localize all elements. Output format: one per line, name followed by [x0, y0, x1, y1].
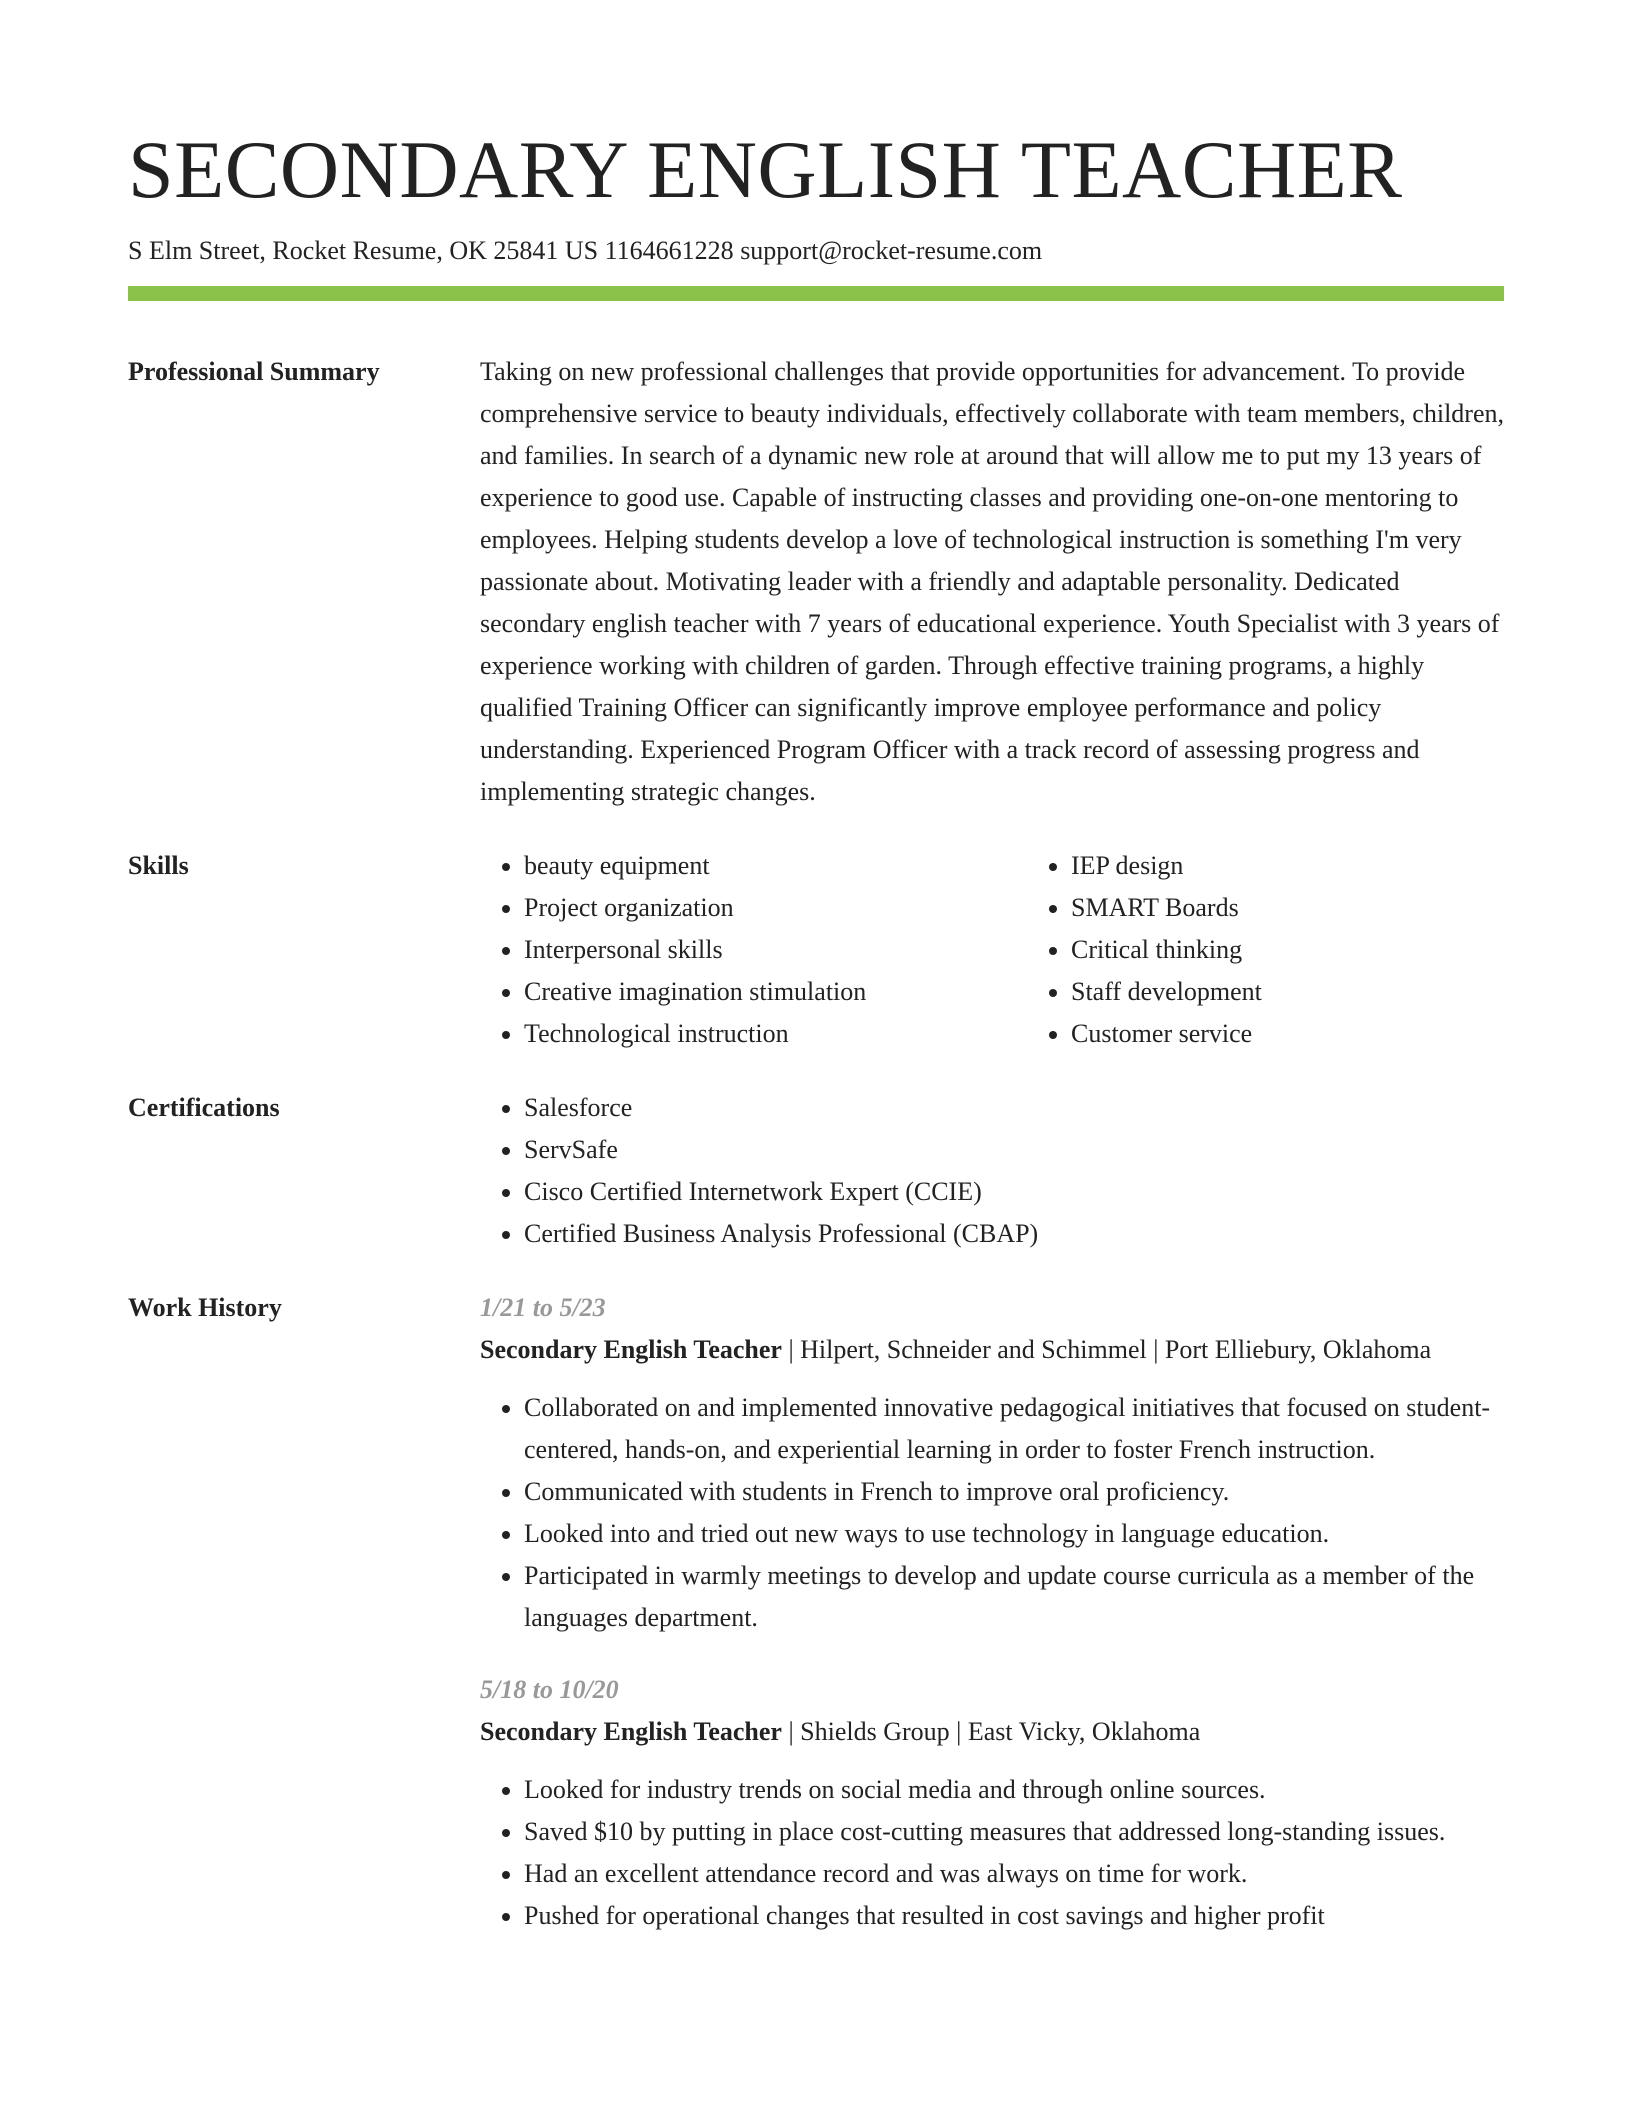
- skill-item: • Critical thinking: [1071, 929, 1574, 971]
- section-label-work-history: Work History: [128, 1293, 282, 1322]
- skills-columns: [480, 845, 1574, 1055]
- summary-section: [128, 351, 1504, 813]
- skill-item: • Creative imagination stimulation: [524, 971, 1027, 1013]
- header-divider: [128, 286, 1504, 301]
- certification-item: • Cisco Certified Internetwork Expert (CCIE): [524, 1171, 1504, 1213]
- resume-title: SECONDARY ENGLISH TEACHER: [128, 124, 1403, 215]
- skill-item: • IEP design: [1071, 845, 1574, 887]
- skill-item: • Interpersonal skills: [524, 929, 1027, 971]
- certifications-list: [480, 1087, 1504, 1255]
- job-bullet: • Looked for industry trends on social media and through online sources.: [524, 1769, 1504, 1811]
- skills-column-2: [1027, 845, 1574, 1055]
- certifications-section: [128, 1087, 1504, 1255]
- job-bullet: • Collaborated on and implemented innovative pedagogical initiatives that focused on student-centered, hands-on, and experiential learning in order to foster French instruction.: [524, 1387, 1504, 1471]
- job-bullet: • Had an excellent attendance record and was always on time for work.: [524, 1853, 1504, 1895]
- work-history-section: [128, 1287, 1504, 1937]
- contact-line: [128, 234, 1504, 268]
- skill-item: • Customer service: [1071, 1013, 1574, 1055]
- section-label-skills: Skills: [128, 851, 189, 880]
- resume-page: [128, 120, 1504, 1937]
- section-label-certifications: Certifications: [128, 1093, 280, 1122]
- address: S Elm Street, Rocket Resume, OK 25841 US: [128, 236, 599, 265]
- skill-item: • Project organization: [524, 887, 1027, 929]
- job-entry: [480, 1669, 1504, 1937]
- section-label-summary: Professional Summary: [128, 357, 380, 386]
- job-details: | Hilpert, Schneider and Schimmel | Port Elliebury, Oklahoma: [781, 1335, 1432, 1364]
- job-bullet: • Communicated with students in French to improve oral proficiency.: [524, 1471, 1504, 1513]
- job-bullet: • Pushed for operational changes that resulted in cost savings and higher profit: [524, 1895, 1504, 1937]
- summary-text: Taking on new professional challenges that provide opportunities for advancement. To provide comprehensive service to beauty individuals, effectively collaborate with team members, children, and families. In search of a dynamic new role at around that will allow me to put my 13 years of experience to good use. Capable of instructing classes and providing one-on-one mentoring to employees. Helping students develop a love of technological instruction is something I'm very passionate about. Motivating leader with a friendly and adaptable personality. Dedicated secondary english teacher with 7 years of educational experience. Youth Specialist with 3 years of experience working with children of garden. Through effective training programs, a highly qualified Training Officer can significantly improve employee performance and policy understanding. Experienced Program Officer with a track record of assessing progress and implementing strategic changes.: [480, 357, 1504, 806]
- certification-item: • Salesforce: [524, 1087, 1504, 1129]
- certifications-body: [480, 1087, 1504, 1255]
- skill-item: • Technological instruction: [524, 1013, 1027, 1055]
- skill-item: • beauty equipment: [524, 845, 1027, 887]
- job-header: [480, 1711, 1504, 1753]
- skill-item: • Staff development: [1071, 971, 1574, 1013]
- skills-column-1: [480, 845, 1027, 1055]
- certification-item: • Certified Business Analysis Professional (CBAP): [524, 1213, 1504, 1255]
- job-details: | Shields Group | East Vicky, Oklahoma: [781, 1717, 1201, 1746]
- certification-item: • ServSafe: [524, 1129, 1504, 1171]
- skill-item: • SMART Boards: [1071, 887, 1574, 929]
- job-bullet: • Participated in warmly meetings to develop and update course curricula as a member of the languages department.: [524, 1555, 1504, 1639]
- email: support@rocket-resume.com: [740, 236, 1043, 265]
- job-title: Secondary English Teacher: [480, 1335, 782, 1364]
- job-dates: 5/18 to 10/20: [480, 1675, 619, 1704]
- job-entry: [480, 1287, 1504, 1639]
- job-bullets: [480, 1769, 1504, 1937]
- work-history-body: [480, 1287, 1504, 1937]
- job-bullet: • Saved $10 by putting in place cost-cutting measures that addressed long-standing issues.: [524, 1811, 1504, 1853]
- job-title: Secondary English Teacher: [480, 1717, 782, 1746]
- job-dates: 1/21 to 5/23: [480, 1293, 606, 1322]
- job-header: [480, 1329, 1504, 1371]
- phone: 1164661228: [604, 236, 734, 265]
- job-bullets: [480, 1387, 1504, 1639]
- job-bullet: • Looked into and tried out new ways to use technology in language education.: [524, 1513, 1504, 1555]
- skills-section: [128, 845, 1504, 1055]
